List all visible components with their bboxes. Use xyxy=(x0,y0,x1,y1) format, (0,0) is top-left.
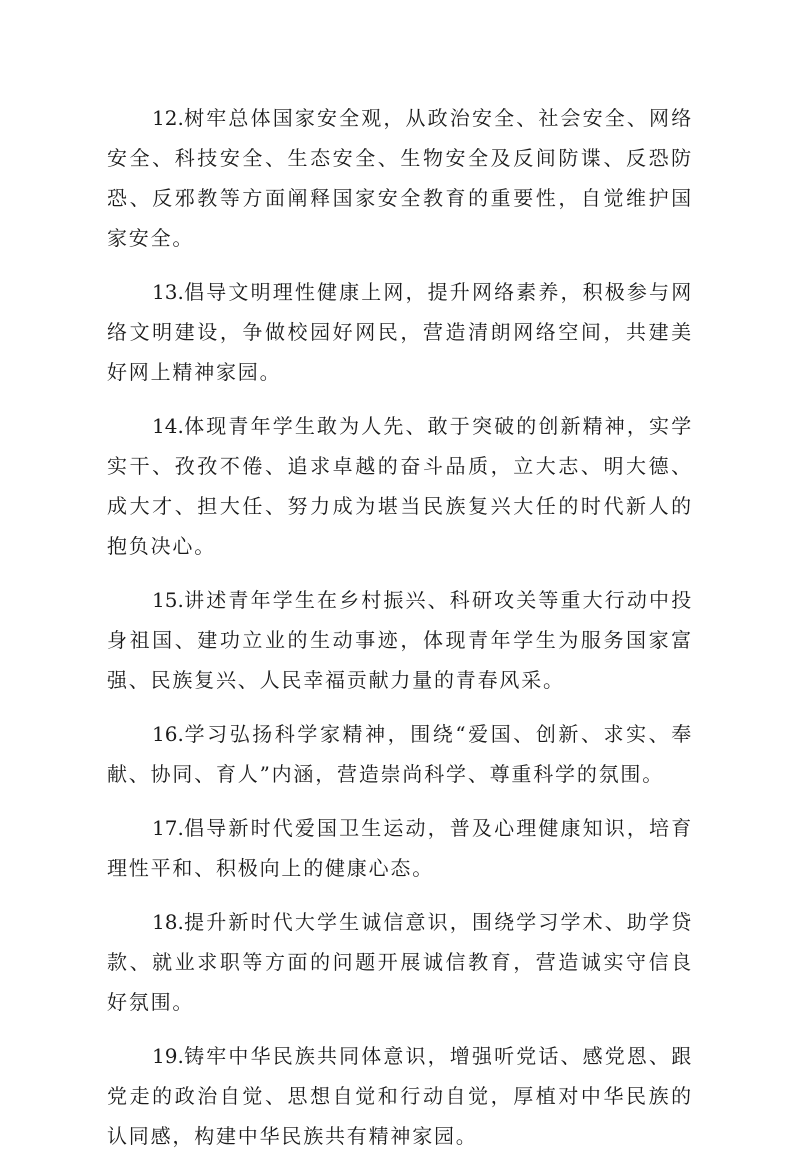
paragraph-text: 树牢总体国家安全观，从政治安全、社会安全、网络安全、科技安全、生态安全、生物安全及反间防谍、反恐防恐、反邪教等方面阐释国家安全教育的重要性，自觉维护国家安全。 xyxy=(107,106,693,250)
paragraph-number: 17. xyxy=(152,816,184,840)
paragraph-text: 学习弘扬科学家精神，围绕“爱国、创新、求实、奉献、协同、育人”内涵，营造崇尚科学、尊重科学的氛围。 xyxy=(107,722,693,786)
paragraph-16 xyxy=(107,714,693,794)
paragraph-number: 14. xyxy=(152,414,184,438)
paragraph-text: 倡导新时代爱国卫生运动，普及心理健康知识，培育理性平和、积极向上的健康心态。 xyxy=(107,816,693,880)
paragraph-19 xyxy=(107,1036,693,1156)
paragraph-number: 15. xyxy=(152,588,184,612)
paragraph-number: 16. xyxy=(152,722,184,746)
paragraph-number: 12. xyxy=(152,106,184,130)
paragraph-12 xyxy=(107,98,693,258)
paragraph-text: 铸牢中华民族共同体意识，增强听党话、感党恩、跟党走的政治自觉、思想自觉和行动自觉，厚植对中华民族的认同感，构建中华民族共有精神家园。 xyxy=(107,1044,693,1148)
paragraph-15 xyxy=(107,580,693,700)
paragraph-text: 讲述青年学生在乡村振兴、科研攻关等重大行动中投身祖国、建功立业的生动事迹，体现青年学生为服务国家富强、民族复兴、人民幸福贡献力量的青春风采。 xyxy=(107,588,693,692)
paragraph-14 xyxy=(107,406,693,566)
paragraph-13 xyxy=(107,272,693,392)
paragraph-18 xyxy=(107,902,693,1022)
paragraph-text: 提升新时代大学生诚信意识，围绕学习学术、助学贷款、就业求职等方面的问题开展诚信教育，营造诚实守信良好氛围。 xyxy=(107,910,693,1014)
paragraph-number: 19. xyxy=(152,1044,184,1068)
paragraph-number: 13. xyxy=(152,280,184,304)
paragraph-17 xyxy=(107,808,693,888)
paragraph-number: 18. xyxy=(152,910,184,934)
document-page xyxy=(107,98,693,1170)
paragraph-text: 倡导文明理性健康上网，提升网络素养，积极参与网络文明建设，争做校园好网民，营造清朗网络空间，共建美好网上精神家园。 xyxy=(107,280,693,384)
paragraph-text: 体现青年学生敢为人先、敢于突破的创新精神，实学实干、孜孜不倦、追求卓越的奋斗品质，立大志、明大德、成大才、担大任、努力成为堪当民族复兴大任的时代新人的抱负决心。 xyxy=(107,414,693,558)
